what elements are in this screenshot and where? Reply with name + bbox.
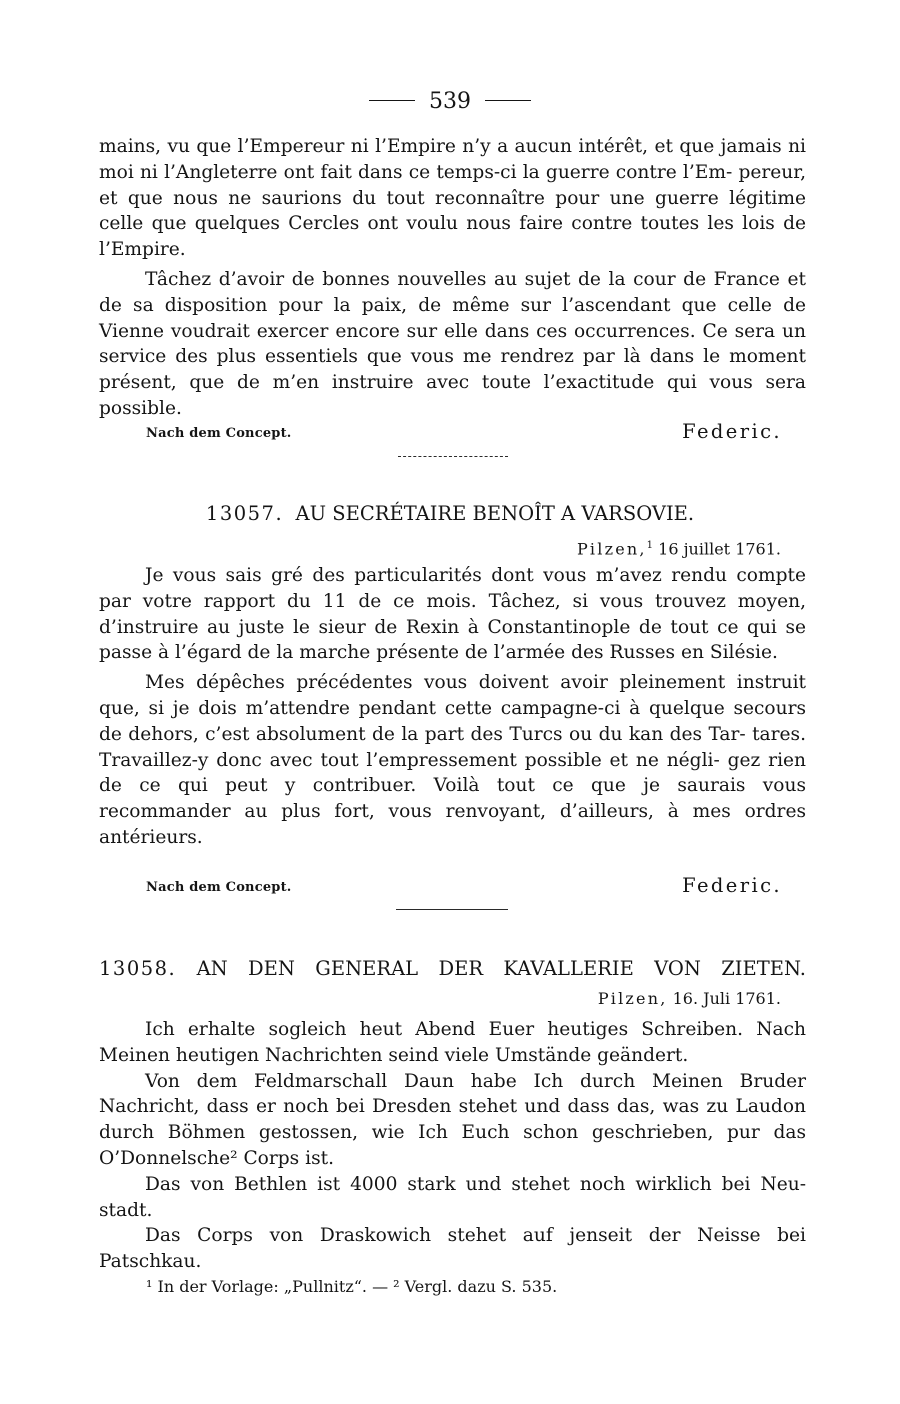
- letter-title: AN DEN GENERAL DER KAVALLERIE VON ZIETEN.: [196, 957, 806, 980]
- letter-13057-signature-row: [0, 874, 900, 900]
- letter-13058-heading: [99, 955, 806, 983]
- letter-13057-heading: [140, 500, 760, 528]
- paragraph: Mes dépêches précédentes vous doivent avoir pleinement instruit que, si je dois m’attendre pendant cette campagne-ci à quelque secours de dehors, c’est absolument de la part des Turcs ou du kan des Tar- tares. Travaillez-y donc avec tout l’empressement possible et ne négli- gez rien de ce qui peut y contribuer. Voilà tout ce que je saurais vous recommander au plus fort, vous renvoyant, d’ailleurs, à mes ordres antérieurs.: [99, 672, 806, 848]
- separator-rule: [396, 909, 508, 910]
- header-dash-left: [369, 100, 415, 101]
- letter-13058-body: [99, 1017, 806, 1275]
- letter-13057-body: [99, 563, 806, 851]
- letter-number: 13057.: [205, 502, 284, 525]
- source-note: Nach dem Concept.: [146, 426, 292, 441]
- header-dash-right: [485, 100, 531, 101]
- letter-number: 13058.: [99, 957, 177, 980]
- footnotes: ¹ In der Vorlage: „Pullnitz“. — ² Vergl. dazu S. 535.: [146, 1277, 558, 1296]
- letter-13058-dateline: Pilzen, 16. Juli 1761.: [597, 989, 781, 1008]
- page-number: 539: [429, 89, 471, 114]
- separator-rule: [398, 456, 508, 457]
- paragraph: mains, vu que l’Empereur ni l’Empire n’y a aucun intérêt, et que jamais ni moi ni l’Angleterre ont fait dans ce temps-ci la guerre contre l’Em- pereur, et que nous ne saurions du tout reconnaître pour une guerre légitime celle que quelques Cercles ont voulu nous faire contre toutes les lois de l’Empire.: [99, 136, 806, 261]
- letter-prev-body: [99, 134, 806, 422]
- signature: Federic.: [682, 874, 782, 897]
- paragraph: Tâchez d’avoir de bonnes nouvelles au sujet de la cour de France et de sa disposition pour la paix, de même sur l’ascendant que celle de Vienne voudrait exercer encore sur elle dans ces occurrences. Ce sera un service des plus essentiels que vous me rendrez par là dans le moment présent, que de m’en instruire avec toute l’exactitude qui vous sera possible.: [99, 268, 806, 419]
- source-note: Nach dem Concept.: [146, 880, 292, 895]
- letter-13057-dateline: Pilzen,$^1$ 16 juillet 1761.: [576, 539, 781, 559]
- running-head: [0, 88, 900, 116]
- letter-title: AU SECRÉTAIRE BENOÎT A VARSOVIE.: [295, 502, 695, 525]
- paragraph: Das von Bethlen ist 4000 stark und stehet noch wirklich bei Neu- stadt.: [99, 1173, 806, 1221]
- paragraph: Von dem Feldmarschall Daun habe Ich durch Meinen Bruder Nachricht, dass er noch bei Dresden stehet und dass das, was zu Laudon durch Böhmen gestossen, wie Ich Euch schon geschrieben, pur das O’Donnelsche² Corps ist.: [99, 1070, 806, 1169]
- paragraph: Ich erhalte sogleich heut Abend Euer heutiges Schreiben. Nach Meinen heutigen Nachrichten seind viele Umstände geändert.: [99, 1019, 806, 1066]
- letter-prev-signature-row: [0, 420, 900, 446]
- footnote-mark: 1: [646, 540, 654, 551]
- paragraph: Je vous sais gré des particularités dont vous m’avez rendu compte par votre rapport du 11 de ce mois. Tâchez, si vous trouvez moyen, d’instruire au juste le sieur de Rexin à Constantinople de tout ce qui se passe à l’égard de la marche présente de l’armée des Russes en Silésie.: [99, 565, 806, 664]
- signature: Federic.: [682, 420, 782, 443]
- paragraph: Das Corps von Draskowich stehet auf jenseit der Neisse bei Patschkau.: [99, 1225, 806, 1273]
